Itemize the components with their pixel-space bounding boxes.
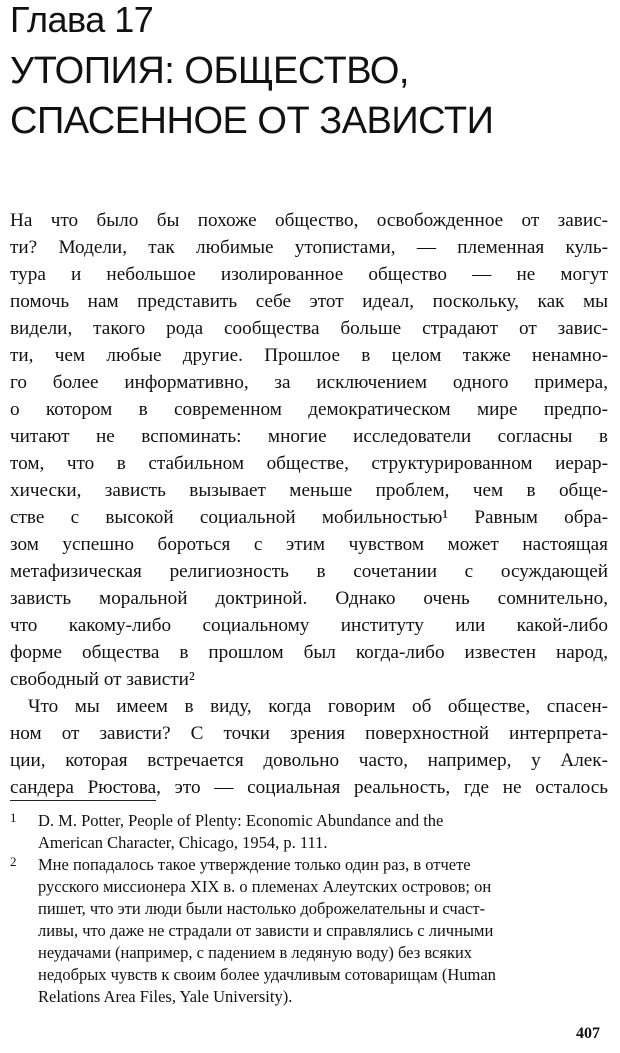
footnote [10,810,608,854]
body-line: Что мы имеем в виду, когда говорим об обществе, спасен- [28,696,608,717]
footnote-line: D. M. Potter, People of Plenty: Economic Abundance and the [38,811,444,830]
footnotes [10,810,608,1008]
body-line: ти? Модели, так любимые утопистами, — племенная куль- [10,237,608,258]
body-line: ти, чем любые другие. Прошлое в целом также ненамно- [10,345,608,366]
body-text [10,207,608,801]
footnote-line: недобрых чувств к своим более удачливым сотоварищам (Human [38,965,496,984]
chapter-title-line: УТОПИЯ: ОБЩЕСТВО, [10,50,409,92]
body-line: зависть моральной доктриной. Однако очень сомнительно, [10,588,608,609]
body-line: ном от зависти? С точки зрения поверхностной интерпрета- [10,723,608,744]
footnote-line: ливы, что даже не страдали от зависти и справлялись с личными [38,921,494,940]
body-line: ции, которая встречается довольно часто, например, у Алек- [10,750,608,771]
body-line: сандера Рюстова, это — социальная реальность, где не осталось [10,777,608,798]
chapter-label: Глава 17 [10,0,154,40]
body-line: форме общества в прошлом был когда-либо известен народ, [10,642,608,663]
footnote-text [38,854,608,1008]
footnote-number: 2 [10,854,17,869]
body-line: тура и небольшое изолированное общество — не могут [10,264,608,285]
body-line: том, что в стабильном обществе, структурированном иерар- [10,453,608,474]
footnote-line: Мне попадалось такое утверждение только один раз, в отчете [38,855,471,874]
body-line: о котором в современном демократическом мире предпо- [10,399,608,420]
body-line: стве с высокой социальной мобильностью¹ Равным обра- [10,507,608,528]
footnote-line: русского миссионера XIX в. о племенах Алеутских островов; он [38,877,492,896]
footnote [10,854,608,1008]
footnote-line: American Character, Chicago, 1954, p. 111. [38,833,328,852]
body-line: зом успешно бороться с этим чувством может настоящая [10,534,608,555]
page-number: 407 [576,1025,600,1042]
body-line: видели, такого рода сообщества больше страдают от завис- [10,318,608,339]
body-line: метафизическая религиозность в сочетании с осуждающей [10,561,608,582]
chapter-title [10,46,493,146]
footnote-divider [10,800,156,801]
footnote-line: Relations Area Files, Yale University). [38,987,293,1006]
body-line: помочь нам представить себе этот идеал, поскольку, как мы [10,291,608,312]
body-line: го более информативно, за исключением одного примера, [10,372,608,393]
chapter-title-line: СПАСЕННОЕ ОТ ЗАВИСТИ [10,100,494,142]
footnote-line: неудачами (например, с падением в ледяную воду) без всяких [38,943,473,962]
body-line: читают не вспоминать: многие исследователи согласны в [10,426,608,447]
body-line: свободный от зависти² [10,669,195,690]
footnote-line: пишет, что эти люди были настолько доброжелательны и счаст- [38,899,486,918]
footnote-text [38,810,608,854]
body-line: На что было бы похоже общество, освобожденное от завис- [10,210,608,231]
body-line: что какому-либо социальному институту или какой-либо [10,615,608,636]
body-line: хически, зависть вызывает меньше проблем, чем в обще- [10,480,608,501]
footnote-number: 1 [10,810,17,825]
